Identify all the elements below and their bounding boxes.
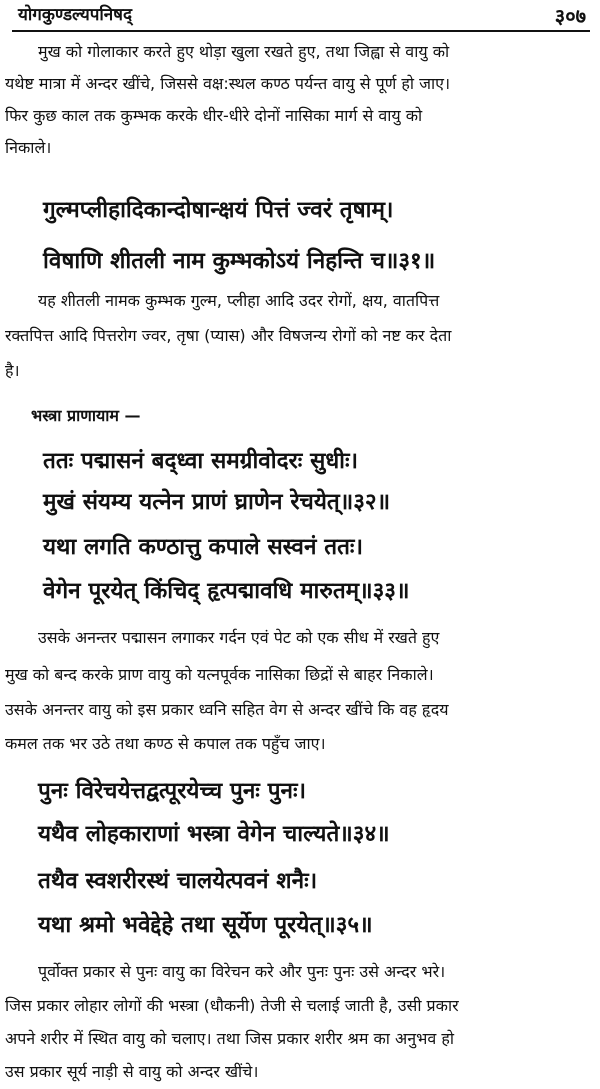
para4-line: अपने शरीर में स्थित वायु को चलाए। तथा जिस प्रकार शरीर श्रम का अनुभव हो [5,1029,455,1048]
header-rule [12,30,590,32]
running-title: योगकुण्डल्यपनिषद् [18,5,133,25]
para2-line: है। [5,361,20,380]
page-header [18,2,586,28]
para4-line: जिस प्रकार लोहार लोगों की भस्त्रा (धौकनी) तेजी से चलाई जाती है, उसी प्रकार [5,996,459,1015]
verse-line: मुखं संयम्य यत्नेन प्राणं घ्राणेन रेचयेत्॥३२॥ [43,489,391,515]
verse-line: गुल्मप्लीहादिकान्दोषान्क्षयं पित्तं ज्वरं तृषाम्। [43,197,394,223]
verse-line: वेगेन पूरयेत् किंचिद् हृत्पद्मावधि मारुतम्॥३३॥ [43,578,410,604]
para2-line: यह शीतली नामक कुम्भक गुल्म, प्लीहा आदि उदर रोगों, क्षय, वातपित्त [38,291,440,310]
para3-line: मुख को बन्द करके प्राण वायु को यत्नपूर्वक नासिका छिद्रों से बाहर निकाले। [5,665,434,684]
para2-line: रक्तपित्त आदि पित्तरोग ज्वर, तृषा (प्यास) और विषजन्य रोगों को नष्ट कर देता [5,326,452,345]
verse-line: पुनः विरेचयेत्तद्वत्पूरयेच्च पुनः पुनः। [38,778,307,804]
verse-line: विषाणि शीतली नाम कुम्भकोऽयं निहन्ति च॥३१॥ [43,248,436,274]
verse-line: ततः पद्मासनं बद्ध्वा समग्रीवोदरः सुधीः। [43,448,359,474]
verse-line: यथैव लोहकाराणां भस्त्रा वेगेन चाल्यते॥३४॥ [38,821,390,847]
page-number: ३०७ [554,4,586,28]
para1-line: निकाले। [5,138,52,157]
verse-line: तथैव स्वशरीरस्थं चालयेत्पवनं शनैः। [38,868,318,894]
para4-line: उस प्रकार सूर्य नाड़ी से वायु को अन्दर खींचे। [5,1062,259,1081]
verse-line: यथा श्रमो भवेद्देहे तथा सूर्येण पूरयेत्॥३५॥ [38,912,373,938]
para1-line: फिर कुछ काल तक कुम्भक करके धीर-धीरे दोनों नासिका मार्ग से वायु को [5,106,423,125]
para1-line: मुख को गोलाकार करते हुए थोड़ा खुला रखते हुए, तथा जिह्वा से वायु को [38,42,450,61]
para1-line: यथेष्ट मात्रा में अन्दर खींचे, जिससे वक्ष:स्थल कण्ठ पर्यन्त वायु से पूर्ण हो जाए। [5,74,451,93]
section-heading: भस्त्रा प्राणायाम — [31,406,141,425]
para3-line: उसके अनन्तर पद्मासन लगाकर गर्दन एवं पेट को एक सीध में रखते हुए [38,628,440,647]
para3-line: उसके अनन्तर वायु को इस प्रकार ध्वनि सहित वेग से अन्दर खींचे कि वह हृदय [5,700,449,719]
para4-line: पूर्वोक्त प्रकार से पुनः वायु का विरेचन करे और पुनः पुनः उसे अन्दर भरे। [38,962,446,981]
para3-line: कमल तक भर उठे तथा कण्ठ से कपाल तक पहुँच जाए। [5,734,326,753]
verse-line: यथा लगति कण्ठात्तु कपाले सस्वनं ततः। [43,534,363,560]
